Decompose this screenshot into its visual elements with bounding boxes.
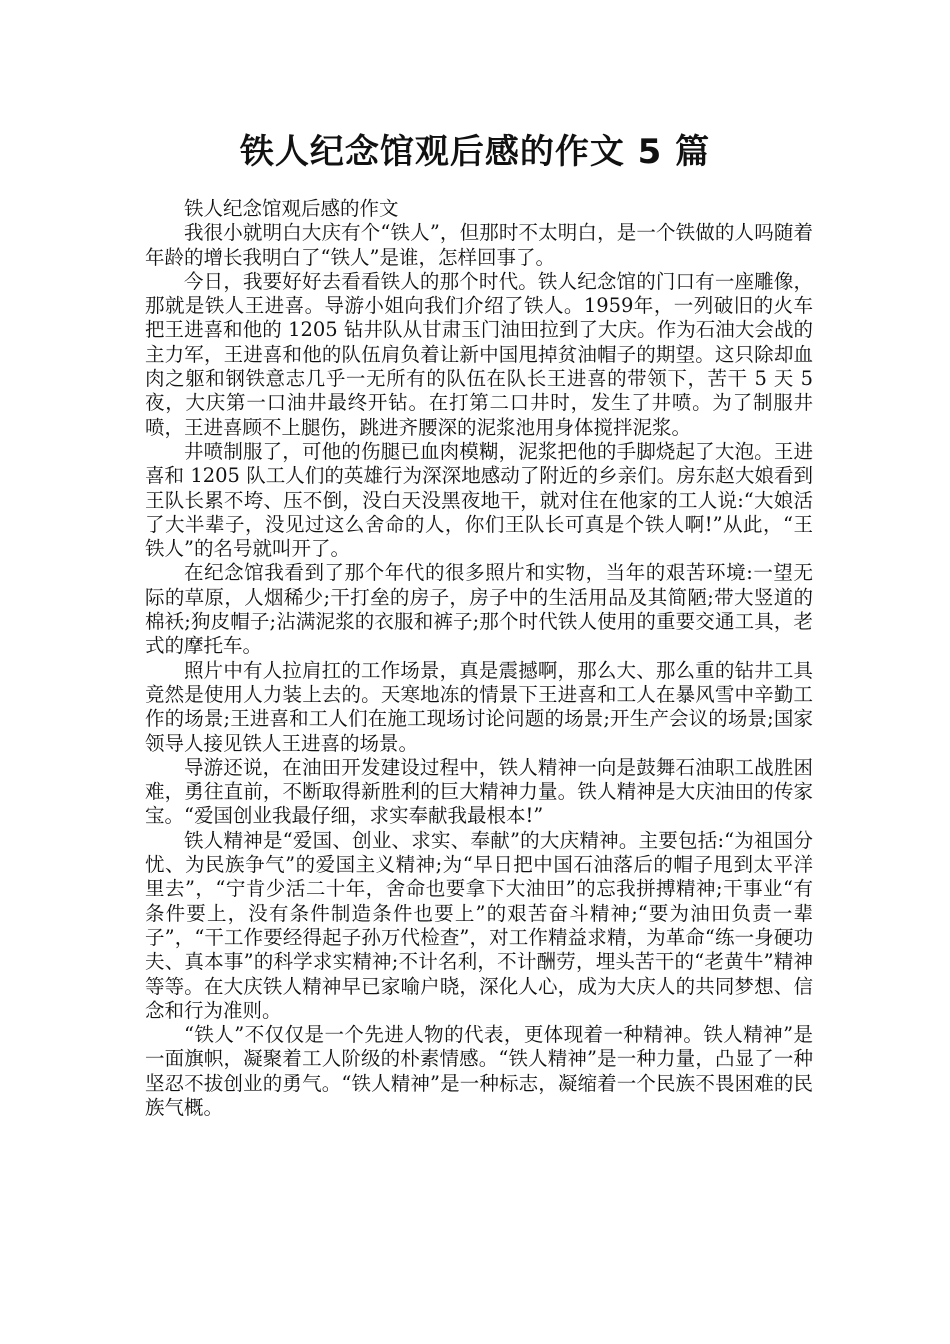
paragraph: 井喷制服了，可他的伤腿已血肉模糊，泥浆把他的手脚烧起了大泡。王进喜和 1205 队工人们的英雄行为深深地感动了附近的乡亲们。房东赵大娘看到王队长累不垮、压不倒，没白天没黑夜地干，就对住在他家的工人说:“大娘活了大半辈子，没见过这么舍命的人，你们王队长可真是个铁人啊!”从此，“王铁人”的名号就叫开了。 bbox=[145, 439, 813, 561]
paragraph: 今日，我要好好去看看铁人的那个时代。铁人纪念馆的门口有一座雕像，那就是铁人王进喜。导游小姐向我们介绍了铁人。1959年，一列破旧的火车把王进喜和他的 1205 钻井队从甘肃玉门油田拉到了大庆。作为石油大会战的主力军，王进喜和他的队伍肩负着让新中国甩掉贫油帽子的期望。这只除却血肉之躯和钢铁意志几乎一无所有的队伍在队长王进喜的带领下，苦干 5 天 5 夜，大庆第一口油井最终开钻。在打第二口井时，发生了井喷。为了制服井喷，王进喜顾不上腿伤，跳进齐腰深的泥浆池用身体搅拌泥浆。 bbox=[145, 269, 813, 439]
paragraph-heading: 铁人纪念馆观后感的作文 bbox=[184, 197, 399, 220]
paragraph: 导游还说，在油田开发建设过程中，铁人精神一向是鼓舞石油职工战胜困难，勇往直前，不断取得新胜利的巨大精神力量。铁人精神是大庆油田的传家宝。“爱国创业我最仔细，求实奉献我最根本!” bbox=[145, 755, 813, 828]
document-title: 铁人纪念馆观后感的作文 5 篇 bbox=[239, 132, 711, 172]
paragraph: 我很小就明白大庆有个“铁人”，但那时不太明白，是一个铁做的人吗随着年龄的增长我明白了“铁人”是谁，怎样回事了。 bbox=[145, 221, 813, 269]
paragraph: 照片中有人拉肩扛的工作场景，真是震撼啊，那么大、那么重的钻井工具竟然是使用人力装上去的。天寒地冻的情景下王进喜和工人在暴风雪中辛勤工作的场景;王进喜和工人们在施工现场讨论问题的场景;开生产会议的场景;国家领导人接见铁人王进喜的场景。 bbox=[145, 658, 813, 755]
paragraph: “铁人”不仅仅是一个先进人物的代表，更体现着一种精神。铁人精神”是一面旗帜，凝聚着工人阶级的朴素情感。“铁人精神”是一种力量，凸显了一种坚忍不拔创业的勇气。“铁人精神”是一种标志，凝缩着一个民族不畏困难的民族气概。 bbox=[145, 1023, 813, 1119]
document-body bbox=[145, 197, 813, 1120]
paragraph: 铁人精神是“爱国、创业、求实、奉献”的大庆精神。主要包括:“为祖国分忧、为民族争气”的爱国主义精神;为“早日把中国石油落后的帽子甩到太平洋里去”，“宁肯少活二十年，舍命也要拿下大油田”的忘我拼搏精神;干事业“有条件要上，没有条件制造条件也要上”的艰苦奋斗精神;“要为油田负责一辈子”，“干工作要经得起子孙万代检查”，对工作精益求精，为革命“练一身硬功夫、真本事”的科学求实精神;不计名利，不计酬劳，埋头苦干的“老黄牛”精神等等。在大庆铁人精神早已家喻户晓，深化人心，成为大庆人的共同梦想、信念和行为准则。 bbox=[145, 828, 813, 1022]
paragraph: 在纪念馆我看到了那个年代的很多照片和实物，当年的艰苦环境:一望无际的草原，人烟稀少;干打垒的房子，房子中的生活用品及其简陋;带大竖道的棉袄;狗皮帽子;沾满泥浆的衣服和裤子;那个时代铁人使用的重要交通工具，老式的摩托车。 bbox=[145, 561, 813, 658]
